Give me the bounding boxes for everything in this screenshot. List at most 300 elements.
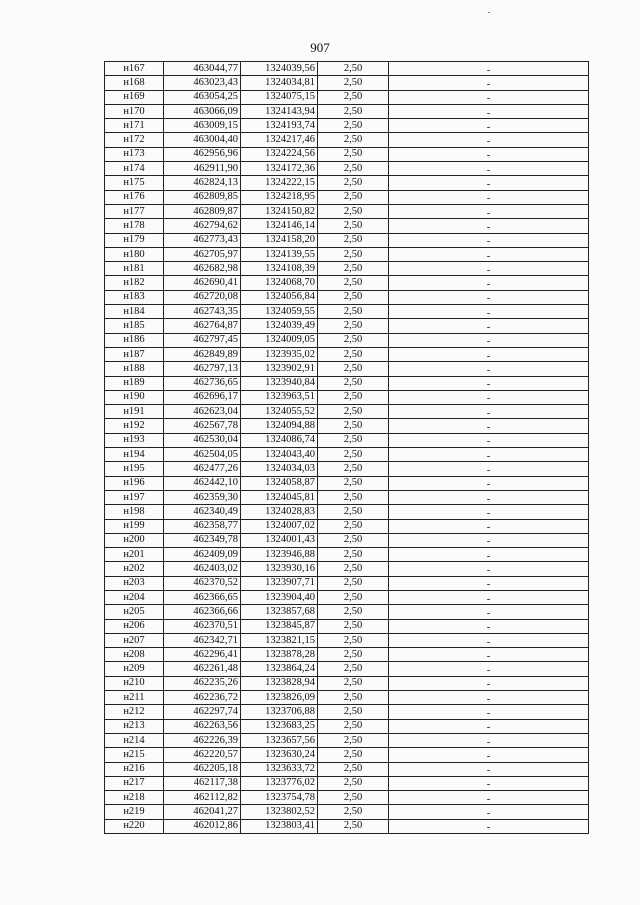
x-coordinate-cell: 462696,17 <box>164 390 241 404</box>
note-cell <box>389 319 589 333</box>
point-id-cell: н210 <box>105 676 164 690</box>
table-row <box>105 190 589 204</box>
note-value: - <box>486 822 491 834</box>
note-value: - <box>486 78 491 90</box>
x-coordinate-cell: 462773,43 <box>164 233 241 247</box>
note-value: - <box>486 379 491 391</box>
point-id-cell: н192 <box>105 419 164 433</box>
y-coordinate-cell: 1324068,70 <box>241 276 318 290</box>
note-value: - <box>486 221 491 233</box>
accuracy-cell: 2,50 <box>318 605 389 619</box>
point-id-cell: н205 <box>105 605 164 619</box>
table-row <box>105 633 589 647</box>
point-id-cell: н213 <box>105 719 164 733</box>
y-coordinate-cell: 1323930,16 <box>241 562 318 576</box>
x-coordinate-cell: 462623,04 <box>164 405 241 419</box>
note-cell <box>389 176 589 190</box>
note-value: - <box>486 636 491 648</box>
note-cell <box>389 633 589 647</box>
point-id-cell: н189 <box>105 376 164 390</box>
note-cell <box>389 548 589 562</box>
note-value: - <box>486 793 491 805</box>
y-coordinate-cell: 1323935,02 <box>241 347 318 361</box>
table-row <box>105 376 589 390</box>
accuracy-cell: 2,50 <box>318 62 389 76</box>
note-value: - <box>486 722 491 734</box>
note-cell <box>389 462 589 476</box>
point-id-cell: н201 <box>105 548 164 562</box>
table-row <box>105 476 589 490</box>
point-id-cell: н219 <box>105 805 164 819</box>
point-id-cell: н197 <box>105 490 164 504</box>
x-coordinate-cell: 462370,51 <box>164 619 241 633</box>
note-value: - <box>486 536 491 548</box>
table-row <box>105 333 589 347</box>
x-coordinate-cell: 462764,87 <box>164 319 241 333</box>
y-coordinate-cell: 1323845,87 <box>241 619 318 633</box>
accuracy-cell: 2,50 <box>318 805 389 819</box>
x-coordinate-cell: 462849,89 <box>164 347 241 361</box>
y-coordinate-cell: 1324158,20 <box>241 233 318 247</box>
y-coordinate-cell: 1324139,55 <box>241 247 318 261</box>
note-value: - <box>486 422 491 434</box>
table-row <box>105 104 589 118</box>
point-id-cell: н208 <box>105 648 164 662</box>
x-coordinate-cell: 463066,09 <box>164 104 241 118</box>
note-cell <box>389 791 589 805</box>
note-value: - <box>486 450 491 462</box>
accuracy-cell: 2,50 <box>318 533 389 547</box>
point-id-cell: н167 <box>105 62 164 76</box>
note-cell <box>389 347 589 361</box>
accuracy-cell: 2,50 <box>318 819 389 833</box>
x-coordinate-cell: 462297,74 <box>164 705 241 719</box>
note-cell <box>389 476 589 490</box>
table-row <box>105 705 589 719</box>
x-coordinate-cell: 462117,38 <box>164 776 241 790</box>
table-row <box>105 147 589 161</box>
note-cell <box>389 519 589 533</box>
note-value: - <box>486 665 491 677</box>
note-cell <box>389 562 589 576</box>
note-cell <box>389 419 589 433</box>
y-coordinate-cell: 1324001,43 <box>241 533 318 547</box>
table-row <box>105 419 589 433</box>
accuracy-cell: 2,50 <box>318 104 389 118</box>
note-cell <box>389 819 589 833</box>
x-coordinate-cell: 462736,65 <box>164 376 241 390</box>
note-cell <box>389 676 589 690</box>
x-coordinate-cell: 462504,05 <box>164 448 241 462</box>
point-id-cell: н183 <box>105 290 164 304</box>
point-id-cell: н207 <box>105 633 164 647</box>
note-cell <box>389 605 589 619</box>
y-coordinate-cell: 1323633,72 <box>241 762 318 776</box>
point-id-cell: н175 <box>105 176 164 190</box>
note-value: - <box>486 622 491 634</box>
accuracy-cell: 2,50 <box>318 319 389 333</box>
point-id-cell: н185 <box>105 319 164 333</box>
y-coordinate-cell: 1324028,83 <box>241 505 318 519</box>
note-value: - <box>486 736 491 748</box>
accuracy-cell: 2,50 <box>318 776 389 790</box>
point-id-cell: н184 <box>105 305 164 319</box>
x-coordinate-cell: 462296,41 <box>164 648 241 662</box>
note-value: - <box>486 750 491 762</box>
x-coordinate-cell: 462409,09 <box>164 548 241 562</box>
table-row <box>105 462 589 476</box>
accuracy-cell: 2,50 <box>318 490 389 504</box>
note-value: - <box>486 464 491 476</box>
note-value: - <box>486 150 491 162</box>
table-row <box>105 533 589 547</box>
point-id-cell: н176 <box>105 190 164 204</box>
point-id-cell: н198 <box>105 505 164 519</box>
x-coordinate-cell: 462366,66 <box>164 605 241 619</box>
accuracy-cell: 2,50 <box>318 376 389 390</box>
note-cell <box>389 262 589 276</box>
table-row <box>105 76 589 90</box>
point-id-cell: н217 <box>105 776 164 790</box>
y-coordinate-cell: 1324172,36 <box>241 162 318 176</box>
table-row <box>105 204 589 218</box>
note-cell <box>389 748 589 762</box>
note-value: - <box>486 493 491 505</box>
scan-mark <box>488 12 490 13</box>
accuracy-cell: 2,50 <box>318 676 389 690</box>
point-id-cell: н191 <box>105 405 164 419</box>
accuracy-cell: 2,50 <box>318 719 389 733</box>
point-id-cell: н177 <box>105 204 164 218</box>
note-cell <box>389 691 589 705</box>
note-value: - <box>486 679 491 691</box>
note-value: - <box>486 164 491 176</box>
note-cell <box>389 405 589 419</box>
y-coordinate-cell: 1323776,02 <box>241 776 318 790</box>
accuracy-cell: 2,50 <box>318 476 389 490</box>
point-id-cell: н179 <box>105 233 164 247</box>
note-cell <box>389 219 589 233</box>
x-coordinate-cell: 462911,90 <box>164 162 241 176</box>
note-value: - <box>486 321 491 333</box>
x-coordinate-cell: 462797,45 <box>164 333 241 347</box>
y-coordinate-cell: 1324058,87 <box>241 476 318 490</box>
note-cell <box>389 648 589 662</box>
note-cell <box>389 247 589 261</box>
accuracy-cell: 2,50 <box>318 590 389 604</box>
note-value: - <box>486 250 491 262</box>
x-coordinate-cell: 462226,39 <box>164 733 241 747</box>
note-value: - <box>486 436 491 448</box>
note-cell <box>389 104 589 118</box>
note-value: - <box>486 350 491 362</box>
note-cell <box>389 147 589 161</box>
y-coordinate-cell: 1323826,09 <box>241 691 318 705</box>
accuracy-cell: 2,50 <box>318 347 389 361</box>
note-value: - <box>486 121 491 133</box>
note-cell <box>389 133 589 147</box>
note-cell <box>389 719 589 733</box>
x-coordinate-cell: 463044,77 <box>164 62 241 76</box>
note-cell <box>389 362 589 376</box>
point-id-cell: н199 <box>105 519 164 533</box>
y-coordinate-cell: 1323940,84 <box>241 376 318 390</box>
accuracy-cell: 2,50 <box>318 748 389 762</box>
point-id-cell: н194 <box>105 448 164 462</box>
y-coordinate-cell: 1323828,94 <box>241 676 318 690</box>
point-id-cell: н171 <box>105 119 164 133</box>
x-coordinate-cell: 462012,86 <box>164 819 241 833</box>
y-coordinate-cell: 1324086,74 <box>241 433 318 447</box>
y-coordinate-cell: 1324043,40 <box>241 448 318 462</box>
y-coordinate-cell: 1323963,51 <box>241 390 318 404</box>
y-coordinate-cell: 1323802,52 <box>241 805 318 819</box>
point-id-cell: н187 <box>105 347 164 361</box>
point-id-cell: н209 <box>105 662 164 676</box>
note-cell <box>389 505 589 519</box>
point-id-cell: н218 <box>105 791 164 805</box>
point-id-cell: н178 <box>105 219 164 233</box>
x-coordinate-cell: 462530,04 <box>164 433 241 447</box>
table-row <box>105 490 589 504</box>
x-coordinate-cell: 462477,26 <box>164 462 241 476</box>
table-row <box>105 90 589 104</box>
table-row <box>105 762 589 776</box>
accuracy-cell: 2,50 <box>318 691 389 705</box>
accuracy-cell: 2,50 <box>318 147 389 161</box>
accuracy-cell: 2,50 <box>318 548 389 562</box>
table-row <box>105 290 589 304</box>
x-coordinate-cell: 462720,08 <box>164 290 241 304</box>
accuracy-cell: 2,50 <box>318 190 389 204</box>
point-id-cell: н211 <box>105 691 164 705</box>
note-value: - <box>486 479 491 491</box>
note-value: - <box>486 407 491 419</box>
y-coordinate-cell: 1323878,28 <box>241 648 318 662</box>
coordinates-table-body <box>105 62 589 834</box>
accuracy-cell: 2,50 <box>318 562 389 576</box>
x-coordinate-cell: 462261,48 <box>164 662 241 676</box>
note-cell <box>389 776 589 790</box>
accuracy-cell: 2,50 <box>318 219 389 233</box>
point-id-cell: н181 <box>105 262 164 276</box>
x-coordinate-cell: 462235,26 <box>164 676 241 690</box>
y-coordinate-cell: 1323904,40 <box>241 590 318 604</box>
accuracy-cell: 2,50 <box>318 390 389 404</box>
accuracy-cell: 2,50 <box>318 176 389 190</box>
table-row <box>105 605 589 619</box>
y-coordinate-cell: 1323907,71 <box>241 576 318 590</box>
note-cell <box>389 705 589 719</box>
point-id-cell: н214 <box>105 733 164 747</box>
note-value: - <box>486 136 491 148</box>
x-coordinate-cell: 462690,41 <box>164 276 241 290</box>
note-value: - <box>486 193 491 205</box>
note-cell <box>389 533 589 547</box>
point-id-cell: н215 <box>105 748 164 762</box>
coordinates-table <box>104 61 589 834</box>
x-coordinate-cell: 463009,15 <box>164 119 241 133</box>
x-coordinate-cell: 462743,35 <box>164 305 241 319</box>
accuracy-cell: 2,50 <box>318 448 389 462</box>
note-cell <box>389 762 589 776</box>
x-coordinate-cell: 463054,25 <box>164 90 241 104</box>
note-value: - <box>486 650 491 662</box>
note-cell <box>389 576 589 590</box>
point-id-cell: н168 <box>105 76 164 90</box>
note-cell <box>389 390 589 404</box>
table-row <box>105 791 589 805</box>
accuracy-cell: 2,50 <box>318 247 389 261</box>
y-coordinate-cell: 1324224,56 <box>241 147 318 161</box>
note-cell <box>389 276 589 290</box>
point-id-cell: н170 <box>105 104 164 118</box>
y-coordinate-cell: 1324193,74 <box>241 119 318 133</box>
accuracy-cell: 2,50 <box>318 362 389 376</box>
x-coordinate-cell: 462340,49 <box>164 505 241 519</box>
y-coordinate-cell: 1323803,41 <box>241 819 318 833</box>
table-row <box>105 162 589 176</box>
point-id-cell: н180 <box>105 247 164 261</box>
accuracy-cell: 2,50 <box>318 76 389 90</box>
note-value: - <box>486 765 491 777</box>
accuracy-cell: 2,50 <box>318 119 389 133</box>
x-coordinate-cell: 462370,52 <box>164 576 241 590</box>
point-id-cell: н196 <box>105 476 164 490</box>
y-coordinate-cell: 1323946,88 <box>241 548 318 562</box>
note-value: - <box>486 507 491 519</box>
note-value: - <box>486 336 491 348</box>
note-cell <box>389 662 589 676</box>
table-row <box>105 219 589 233</box>
table-row <box>105 776 589 790</box>
table-row <box>105 448 589 462</box>
note-cell <box>389 62 589 76</box>
note-value: - <box>486 293 491 305</box>
y-coordinate-cell: 1323902,91 <box>241 362 318 376</box>
point-id-cell: н173 <box>105 147 164 161</box>
x-coordinate-cell: 462824,13 <box>164 176 241 190</box>
table-row <box>105 819 589 833</box>
note-cell <box>389 805 589 819</box>
accuracy-cell: 2,50 <box>318 705 389 719</box>
note-value: - <box>486 307 491 319</box>
y-coordinate-cell: 1323754,78 <box>241 791 318 805</box>
accuracy-cell: 2,50 <box>318 162 389 176</box>
note-cell <box>389 619 589 633</box>
accuracy-cell: 2,50 <box>318 290 389 304</box>
table-row <box>105 405 589 419</box>
note-cell <box>389 290 589 304</box>
note-cell <box>389 204 589 218</box>
x-coordinate-cell: 462358,77 <box>164 519 241 533</box>
note-cell <box>389 190 589 204</box>
table-row <box>105 562 589 576</box>
accuracy-cell: 2,50 <box>318 333 389 347</box>
note-value: - <box>486 107 491 119</box>
accuracy-cell: 2,50 <box>318 90 389 104</box>
note-cell <box>389 305 589 319</box>
point-id-cell: н174 <box>105 162 164 176</box>
note-value: - <box>486 522 491 534</box>
point-id-cell: н195 <box>105 462 164 476</box>
note-value: - <box>486 64 491 76</box>
note-value: - <box>486 607 491 619</box>
table-row <box>105 619 589 633</box>
y-coordinate-cell: 1324009,05 <box>241 333 318 347</box>
note-cell <box>389 233 589 247</box>
y-coordinate-cell: 1324150,82 <box>241 204 318 218</box>
point-id-cell: н216 <box>105 762 164 776</box>
x-coordinate-cell: 462809,85 <box>164 190 241 204</box>
point-id-cell: н186 <box>105 333 164 347</box>
y-coordinate-cell: 1323857,68 <box>241 605 318 619</box>
accuracy-cell: 2,50 <box>318 433 389 447</box>
table-row <box>105 133 589 147</box>
accuracy-cell: 2,50 <box>318 505 389 519</box>
note-value: - <box>486 808 491 820</box>
x-coordinate-cell: 462705,97 <box>164 247 241 261</box>
table-row <box>105 719 589 733</box>
accuracy-cell: 2,50 <box>318 405 389 419</box>
note-cell <box>389 490 589 504</box>
x-coordinate-cell: 462956,96 <box>164 147 241 161</box>
note-value: - <box>486 565 491 577</box>
accuracy-cell: 2,50 <box>318 619 389 633</box>
table-row <box>105 805 589 819</box>
y-coordinate-cell: 1324045,81 <box>241 490 318 504</box>
note-cell <box>389 376 589 390</box>
y-coordinate-cell: 1324075,15 <box>241 90 318 104</box>
table-row <box>105 305 589 319</box>
y-coordinate-cell: 1324108,39 <box>241 262 318 276</box>
y-coordinate-cell: 1324146,14 <box>241 219 318 233</box>
accuracy-cell: 2,50 <box>318 133 389 147</box>
table-row <box>105 519 589 533</box>
accuracy-cell: 2,50 <box>318 648 389 662</box>
table-row <box>105 347 589 361</box>
x-coordinate-cell: 462220,57 <box>164 748 241 762</box>
note-cell <box>389 76 589 90</box>
point-id-cell: н188 <box>105 362 164 376</box>
point-id-cell: н202 <box>105 562 164 576</box>
y-coordinate-cell: 1323864,24 <box>241 662 318 676</box>
table-row <box>105 691 589 705</box>
y-coordinate-cell: 1324218,95 <box>241 190 318 204</box>
x-coordinate-cell: 462041,27 <box>164 805 241 819</box>
y-coordinate-cell: 1324039,49 <box>241 319 318 333</box>
table-row <box>105 505 589 519</box>
y-coordinate-cell: 1324055,52 <box>241 405 318 419</box>
note-value: - <box>486 364 491 376</box>
point-id-cell: н193 <box>105 433 164 447</box>
x-coordinate-cell: 462682,98 <box>164 262 241 276</box>
accuracy-cell: 2,50 <box>318 305 389 319</box>
note-cell <box>389 590 589 604</box>
point-id-cell: н203 <box>105 576 164 590</box>
table-row <box>105 176 589 190</box>
x-coordinate-cell: 462205,18 <box>164 762 241 776</box>
table-row <box>105 233 589 247</box>
accuracy-cell: 2,50 <box>318 791 389 805</box>
note-value: - <box>486 264 491 276</box>
y-coordinate-cell: 1323821,15 <box>241 633 318 647</box>
y-coordinate-cell: 1323630,24 <box>241 748 318 762</box>
table-row <box>105 548 589 562</box>
accuracy-cell: 2,50 <box>318 662 389 676</box>
y-coordinate-cell: 1324039,56 <box>241 62 318 76</box>
note-value: - <box>486 279 491 291</box>
